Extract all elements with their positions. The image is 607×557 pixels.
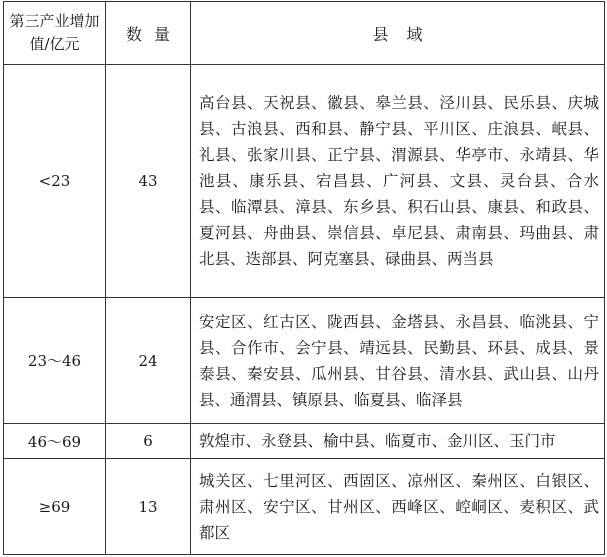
range-cell: 46～69 [4, 424, 106, 459]
table-row [4, 298, 605, 424]
range-cell: ≥69 [4, 459, 106, 555]
header-county-label: 县域 [372, 24, 441, 44]
count-cell: 13 [106, 459, 191, 555]
count-cell: 43 [106, 65, 191, 298]
county-classification-table [3, 1, 605, 555]
county-list-cell: 敦煌市、永登县、榆中县、临夏市、金川区、玉门市 [191, 424, 605, 459]
table-row [4, 65, 605, 298]
table-row [4, 424, 605, 459]
range-cell: <23 [4, 65, 106, 298]
range-cell: 23～46 [4, 298, 106, 424]
county-list-cell: 安定区、红古区、陇西县、金塔县、永昌县、临洮县、宁县、合作市、会宁县、靖远县、民勤县、环县、成县、景泰县、秦安县、瓜州县、甘谷县、清水县、武山县、山丹县、通渭县、镇原县、临夏县、临泽县 [191, 298, 605, 424]
count-cell: 6 [106, 424, 191, 459]
header-value-label: 第三产业增加值/亿元 [9, 12, 100, 53]
header-value [4, 2, 106, 65]
count-cell: 24 [106, 298, 191, 424]
header-count [106, 2, 191, 65]
table-header-row [4, 2, 605, 65]
table-row [4, 459, 605, 555]
header-county [191, 2, 605, 65]
county-list-cell: 高台县、天祝县、徽县、皋兰县、泾川县、民乐县、庆城县、古浪县、西和县、静宁县、平川区、庄浪县、岷县、礼县、张家川县、正宁县、渭源县、华亭市、永靖县、华池县、康乐县、宕昌县、广河县、文县、灵台县、合水县、临潭县、漳县、东乡县、积石山县、康县、和政县、夏河县、舟曲县、崇信县、卓尼县、肃南县、玛曲县、肃北县、迭部县、阿克塞县、碌曲县、两当县 [191, 65, 605, 298]
county-list-cell: 城关区、七里河区、西固区、凉州区、秦州区、白银区、肃州区、安宁区、甘州区、西峰区、崆峒区、麦积区、武都区 [191, 459, 605, 555]
header-count-label: 数量 [125, 24, 182, 44]
